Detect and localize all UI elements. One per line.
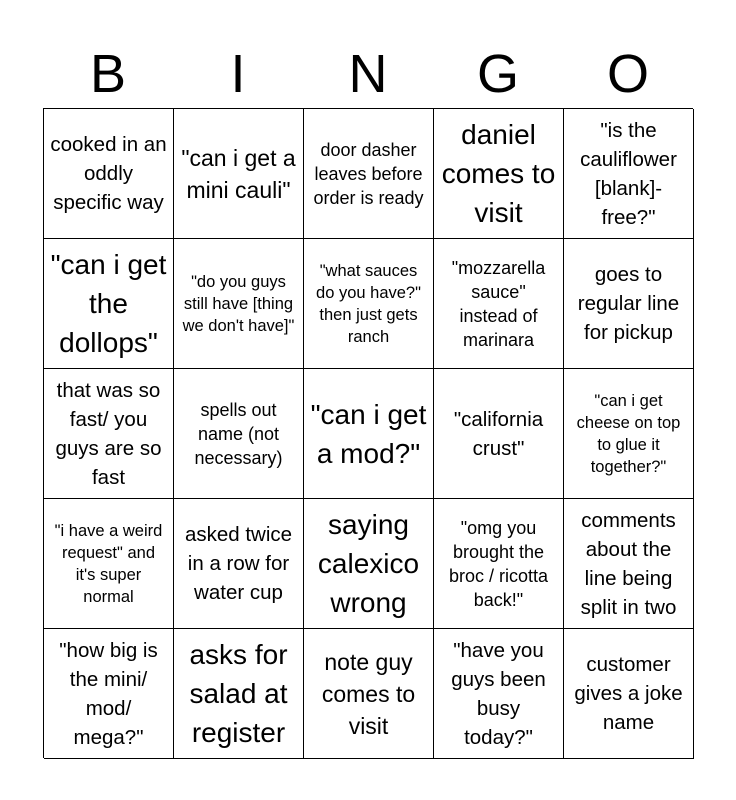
bingo-cell-r2c3[interactable] [304, 239, 434, 369]
bingo-cell-r3c3[interactable] [304, 369, 434, 499]
cell-text: "i have a weird request" and it's super normal [54, 521, 163, 606]
cell-text: door dasher leaves before order is ready [313, 139, 424, 208]
header-letter-g: G [476, 44, 519, 104]
bingo-cell-r1c5[interactable] [564, 109, 694, 239]
bingo-cell-r5c2[interactable] [174, 629, 304, 759]
cell-text: "can i get a mod?" [310, 398, 427, 469]
cell-text: "what sauces do you have?" then just gets ranch [316, 261, 421, 346]
cell-text: asks for salad at register [189, 639, 288, 748]
bingo-header [43, 40, 693, 108]
header-letter-o: O [606, 44, 649, 104]
bingo-cell-r5c5[interactable] [564, 629, 694, 759]
header-letter-i: I [230, 44, 246, 104]
bingo-cell-r1c1[interactable] [44, 109, 174, 239]
bingo-cell-r3c5[interactable] [564, 369, 694, 499]
bingo-cell-r1c3[interactable] [304, 109, 434, 239]
cell-text: "how big is the mini/ mod/ mega?" [59, 638, 158, 749]
bingo-board [43, 108, 693, 758]
bingo-cell-r2c4[interactable] [434, 239, 564, 369]
header-letter-n: N [348, 44, 388, 104]
bingo-cell-r5c3[interactable] [304, 629, 434, 759]
cell-text: "do you guys still have [thing we don't have]" [182, 272, 295, 335]
bingo-cell-r4c1[interactable] [44, 499, 174, 629]
cell-text: "have you guys been busy today?" [451, 638, 546, 749]
bingo-cell-r3c4[interactable] [434, 369, 564, 499]
bingo-cell-r5c4[interactable] [434, 629, 564, 759]
cell-text: comments about the line being split in two [580, 508, 677, 619]
header-letter-b: B [89, 44, 127, 104]
bingo-cell-r4c2[interactable] [174, 499, 304, 629]
cell-text: that was so fast/ you guys are so fast [55, 378, 162, 489]
cell-text: "mozzarella sauce" instead of marinara [451, 257, 546, 350]
bingo-cell-r2c5[interactable] [564, 239, 694, 369]
bingo-cell-r3c1[interactable] [44, 369, 174, 499]
cell-text: "california crust" [453, 407, 544, 460]
bingo-cell-r2c1[interactable] [44, 239, 174, 369]
bingo-cell-r3c2[interactable] [174, 369, 304, 499]
cell-text: asked twice in a row for water cup [184, 523, 293, 604]
bingo-cell-r5c1[interactable] [44, 629, 174, 759]
cell-text: "can i get a mini cauli" [181, 144, 296, 203]
bingo-cell-r4c3[interactable] [304, 499, 434, 629]
cell-text: goes to regular line for pickup [577, 263, 680, 344]
bingo-cell-r4c5[interactable] [564, 499, 694, 629]
bingo-cell-r1c4[interactable] [434, 109, 564, 239]
bingo-cell-r4c4[interactable] [434, 499, 564, 629]
cell-text: "can i get cheese on top to glue it together?" [576, 391, 681, 476]
cell-text: customer gives a joke name [574, 653, 683, 734]
cell-text: spells out name (not necessary) [194, 399, 283, 468]
cell-text: "omg you brought the broc / ricotta back!" [448, 517, 549, 610]
bingo-cell-r2c2[interactable] [174, 239, 304, 369]
cell-text: "can i get the dollops" [50, 249, 167, 358]
cell-text: saying calexico wrong [317, 509, 420, 618]
cell-text: "is the cauliflower [blank]-free?" [580, 118, 677, 229]
cell-text: note guy comes to visit [321, 648, 416, 739]
bingo-cell-r1c2[interactable] [174, 109, 304, 239]
cell-text: cooked in an oddly specific way [50, 133, 167, 214]
cell-text: daniel comes to visit [441, 119, 556, 228]
